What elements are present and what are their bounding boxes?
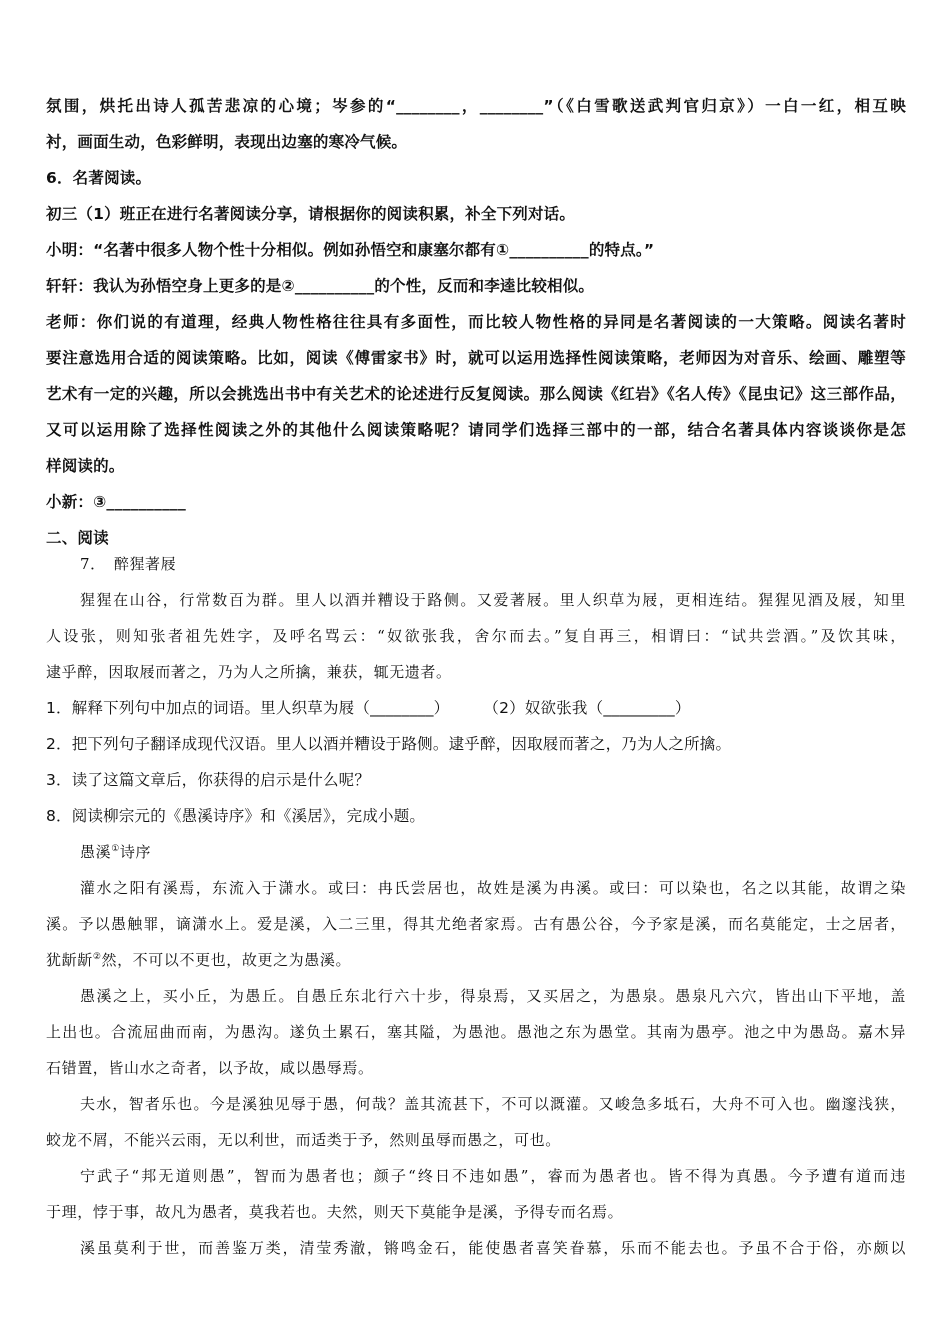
q7-sub-question-3: 3．读了这篇文章后，你获得的启示是什么呢？ [46, 771, 371, 789]
q8-p2-line-1: 愚溪之上，买小丘，为愚丘。自愚丘东北行六十步，得泉焉，又买居之，为愚泉。愚泉凡六穴，皆出山下平地，盖 [80, 987, 906, 1005]
footnote-marker-2: ② [92, 952, 102, 962]
q6-xuanxuan: 轩轩：我认为孙悟空身上更多的是②__________的个性，反而和李逵比较相似。 [46, 277, 595, 295]
q8-p3-line-1: 夫水，智者乐也。今是溪独见辱于愚，何哉？盖其流甚下，不可以溉灌。又峻急多坻石，大舟不可入也。幽邃浅狭， [80, 1095, 906, 1113]
document-page [46, 96, 906, 1274]
q7-sub-question-1b: （2）奴欲张我（_________） [483, 699, 691, 717]
q8-p5-line-1: 溪虽莫利于世，而善鉴万类，清莹秀澈，锵鸣金石，能使愚者喜笑眷慕，乐而不能去也。予虽不合于俗，亦颇以 [80, 1239, 906, 1257]
footnote-marker-1: ① [111, 844, 120, 854]
q8-p1-last-pre: 犹龂龂 [46, 951, 93, 969]
section-2-title: 二、阅读 [46, 529, 109, 547]
q6-intro: 初三（1）班正在进行名著阅读分享，请根据你的阅读积累，补全下列对话。 [46, 205, 576, 223]
q6-title: 6．名著阅读。 [46, 169, 152, 187]
q6-teacher-line-5: 样阅读的。 [46, 457, 125, 475]
q8-heading-pre: 愚溪 [80, 843, 112, 861]
q8-p2-line-2: 上出也。合流屈曲而南，为愚沟。遂负土累石，塞其隘，为愚池。愚池之东为愚堂。其南为愚亭。池之中为愚岛。嘉木异 [46, 1023, 906, 1041]
q8-p2-line-3: 石错置，皆山水之奇者，以予故，咸以愚辱焉。 [46, 1059, 374, 1077]
q7-sub-question-1a: 1．解释下列句中加点的词语。里人织草为屐（________） [46, 699, 450, 717]
poetry-answer-line-1: 氛围，烘托出诗人孤苦悲凉的心境；岑参的“________，________”（《白雪歌送武判官归京》）一白一红，相互映 [46, 97, 906, 115]
q8-p1-line-3 [46, 950, 906, 970]
poetry-answer-line-2: 衬，画面生动，色彩鲜明，表现出边塞的寒冷气候。 [46, 133, 408, 151]
q7-sub-question-2: 2．把下列句子翻译成现代汉语。里人以酒并糟设于路侧。逮乎醉，因取屐而著之，乃为人之所擒。 [46, 735, 732, 753]
q7-passage-line-1: 猩猩在山谷，行常数百为群。里人以酒并糟设于路侧。又爱著屐。里人织草为屐，更相连结。猩猩见酒及屐，知里 [80, 591, 906, 609]
q8-heading-post: 诗序 [119, 843, 152, 861]
q6-teacher-line-2: 要注意选用合适的阅读策略。比如，阅读《傅雷家书》时，就可以运用选择性阅读策略，老师因为对音乐、绘画、雕塑等 [46, 349, 906, 367]
q7-sub-question-1 [46, 698, 906, 718]
q6-teacher-line-3: 艺术有一定的兴趣，所以会挑选出书中有关艺术的论述进行反复阅读。那么阅读《红岩》《名人传》《昆虫记》这三部作品， [46, 385, 906, 403]
q7-passage-line-2: 人设张，则知张者祖先姓字，及呼名骂云：“奴欲张我，舍尔而去。”复自再三，相谓曰：“试共尝酒。”及饮其味， [46, 627, 906, 645]
q8-passage-heading [46, 842, 906, 862]
q8-p3-line-2: 蛟龙不屑，不能兴云雨，无以利世，而适类于予，然则虽辱而愚之，可也。 [46, 1131, 561, 1149]
q8-p1-last-post: 然，不可以不更也，故更之为愚溪。 [101, 951, 352, 969]
q8-p1-line-1: 灌水之阳有溪焉，东流入于潇水。或曰：冉氏尝居也，故姓是溪为冉溪。或曰：可以染也，名之以其能，故谓之染 [80, 879, 906, 897]
q7-passage-line-3: 逮乎醉，因取屐而著之，乃为人之所擒，兼获，辄无遗者。 [46, 663, 452, 681]
q6-xiaoming: 小明：“名著中很多人物个性十分相似。例如孙悟空和康塞尔都有①__________的特点。” [46, 241, 655, 259]
q8-p4-line-1: 宁武子“邦无道则愚”，智而为愚者也；颜子“终日不违如愚”，睿而为愚者也。皆不得为真愚。今予遭有道而违 [80, 1167, 906, 1185]
q8-title: 8．阅读柳宗元的《愚溪诗序》和《溪居》，完成小题。 [46, 807, 426, 825]
q6-xiaoxin: 小新：③__________ [46, 493, 186, 511]
q6-teacher-line-1: 老师：你们说的有道理，经典人物性格往往具有多面性，而比较人物性格的异同是名著阅读的一大策略。阅读名著时 [46, 313, 906, 331]
q7-title: 7． 醉猩著屐 [80, 555, 177, 573]
q6-teacher-line-4: 又可以运用除了选择性阅读之外的其他什么阅读策略呢？请同学们选择三部中的一部，结合名著具体内容谈谈你是怎 [46, 421, 906, 439]
q8-p4-line-2: 于理，悖于事，故凡为愚者，莫我若也。夫然，则天下莫能争是溪，予得专而名焉。 [46, 1203, 624, 1221]
q8-p1-line-2: 溪。予以愚触罪，谪潇水上。爱是溪，入二三里，得其尤绝者家焉。古有愚公谷，今予家是溪，而名莫能定，士之居者， [46, 915, 906, 933]
